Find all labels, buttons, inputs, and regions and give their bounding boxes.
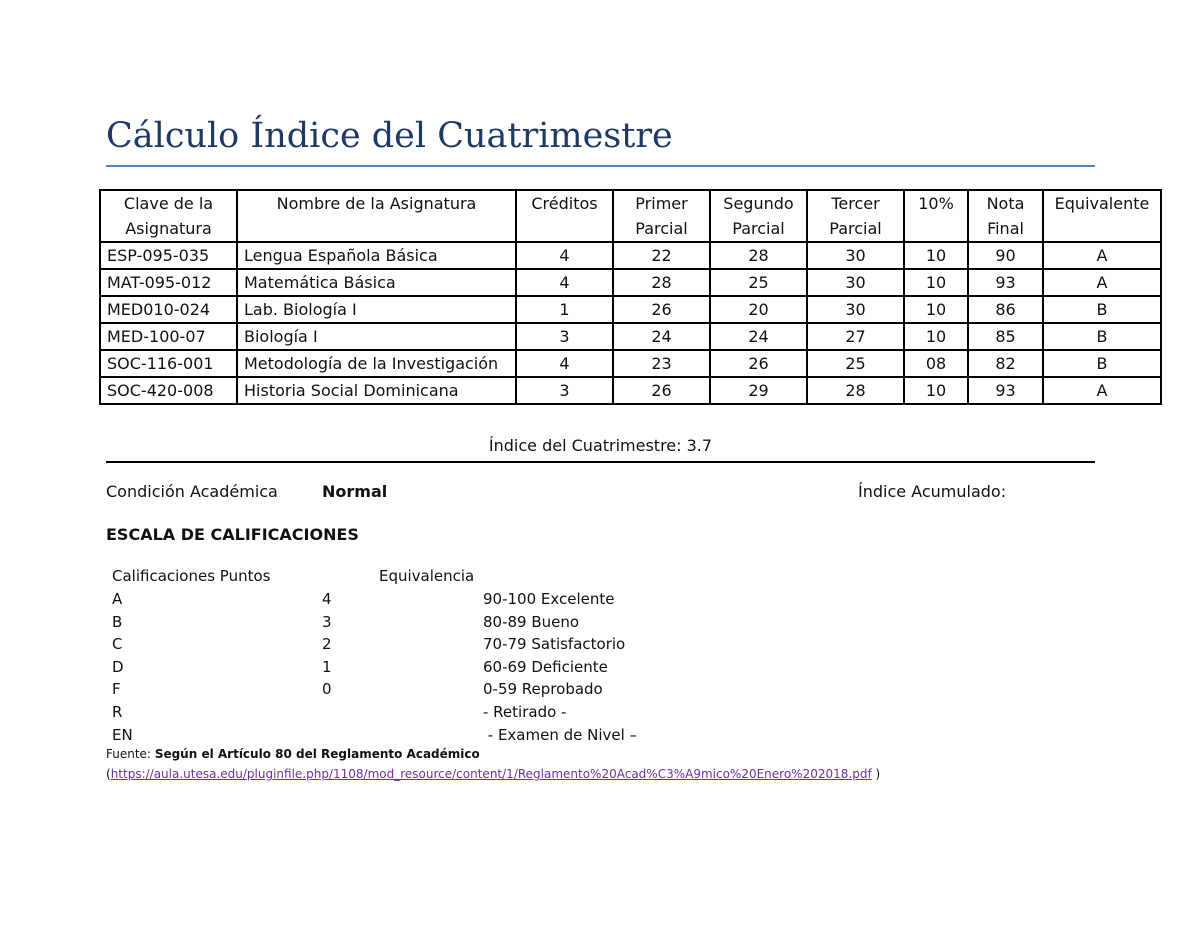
table-cell: MED-100-07 (100, 323, 237, 350)
scale-equiv: 90-100 Excelente (483, 590, 615, 608)
page-title: Cálculo Índice del Cuatrimestre (106, 116, 673, 156)
table-cell: B (1043, 296, 1161, 323)
condicion-label: Condición Académica (106, 482, 278, 501)
table-cell: 30 (807, 242, 904, 269)
table-cell: 25 (807, 350, 904, 377)
table-row (100, 350, 1161, 377)
scale-row (0, 613, 1200, 635)
table-cell: 85 (968, 323, 1043, 350)
scale-points: 4 (322, 590, 332, 608)
scale-row (0, 703, 1200, 725)
title-underline (106, 165, 1095, 167)
scale-row (0, 590, 1200, 612)
source-link-line (106, 767, 880, 781)
table-cell: 10 (904, 296, 968, 323)
table-cell: A (1043, 269, 1161, 296)
table-cell: 10 (904, 242, 968, 269)
column-header: Primer Parcial (613, 190, 710, 242)
table-cell: 28 (710, 242, 807, 269)
scale-equiv: 80-89 Bueno (483, 612, 580, 631)
table-header-row (100, 190, 1161, 242)
table-cell: 10 (904, 377, 968, 404)
scale-points: 1 (322, 657, 332, 676)
table-cell: 27 (807, 323, 904, 350)
table-row (100, 377, 1161, 404)
column-header: Nota Final (968, 190, 1043, 242)
scale-row (0, 658, 1200, 680)
table-cell: 4 (516, 350, 613, 377)
table-cell: ESP-095-035 (100, 242, 237, 269)
scale-points: 2 (322, 635, 332, 654)
table-cell: 24 (710, 323, 807, 350)
scale-row (0, 680, 1200, 702)
close-paren: ) (871, 767, 881, 781)
scale-grade: A (112, 590, 123, 608)
table-cell: 4 (516, 269, 613, 296)
source-text: Según el Artículo 80 del Reglamento Académico (154, 747, 480, 761)
table-cell: 28 (807, 377, 904, 404)
scale-points: 0 (322, 680, 332, 699)
table-cell: Matemática Básica (237, 269, 516, 296)
table-cell: 3 (516, 377, 613, 404)
column-header: Clave de la Asignatura (100, 190, 237, 242)
table-cell: 86 (968, 296, 1043, 323)
source-prefix: Fuente: (106, 747, 151, 761)
scale-equiv: 70-79 Satisfactorio (483, 635, 626, 654)
indice-rule (106, 461, 1095, 463)
scale-equiv: - Retirado - (483, 703, 567, 721)
indice-acumulado-label: Índice Acumulado: (858, 482, 1007, 501)
table-cell: SOC-420-008 (100, 377, 237, 404)
table-cell: Historia Social Dominicana (237, 377, 516, 404)
indice-cuatrimestre: Índice del Cuatrimestre: 3.7 (488, 436, 713, 455)
table-cell: 08 (904, 350, 968, 377)
table-cell: B (1043, 350, 1161, 377)
table-cell: 1 (516, 296, 613, 323)
table-cell: B (1043, 323, 1161, 350)
table-cell: 26 (613, 296, 710, 323)
table-cell: Metodología de la Investigación (237, 350, 516, 377)
scale-grade: F (112, 680, 121, 699)
scale-grade: EN (112, 725, 133, 744)
scale-row (0, 726, 1200, 748)
scale-grade: D (112, 657, 124, 676)
table-cell: 29 (710, 377, 807, 404)
column-header: Equivalente (1043, 190, 1161, 242)
column-header: Tercer Parcial (807, 190, 904, 242)
scale-title: ESCALA DE CALIFICACIONES (106, 525, 359, 544)
scale-row (0, 635, 1200, 657)
column-header: Nombre de la Asignatura (237, 190, 516, 242)
table-body (100, 242, 1161, 404)
table-cell: 82 (968, 350, 1043, 377)
table-cell: 93 (968, 269, 1043, 296)
scale-equiv: - Examen de Nivel – (483, 725, 638, 744)
table-cell: A (1043, 377, 1161, 404)
column-header: Créditos (516, 190, 613, 242)
open-paren: ( (106, 767, 111, 781)
scale-header-left: Calificaciones Puntos (112, 567, 271, 585)
table-row (100, 242, 1161, 269)
scale-header-right: Equivalencia (379, 567, 475, 585)
table-cell: 10 (904, 269, 968, 296)
table-cell: MAT-095-012 (100, 269, 237, 296)
scale-grade: R (112, 703, 123, 721)
table-cell: 90 (968, 242, 1043, 269)
table-cell: 20 (710, 296, 807, 323)
table-cell: 93 (968, 377, 1043, 404)
table-cell: 26 (710, 350, 807, 377)
table-cell: SOC-116-001 (100, 350, 237, 377)
table-cell: Lab. Biología I (237, 296, 516, 323)
table-row (100, 296, 1161, 323)
table-cell: A (1043, 242, 1161, 269)
scale-equiv: 60-69 Deficiente (483, 657, 608, 676)
table-cell: 10 (904, 323, 968, 350)
table-cell: 24 (613, 323, 710, 350)
table-row (100, 269, 1161, 296)
scale-equiv: 0-59 Reprobado (483, 680, 603, 699)
scale-grade: C (112, 635, 123, 654)
table-row (100, 323, 1161, 350)
source-line (106, 747, 480, 761)
table-cell: 22 (613, 242, 710, 269)
table-cell: 30 (807, 296, 904, 323)
column-header: Segundo Parcial (710, 190, 807, 242)
table-cell: 30 (807, 269, 904, 296)
table-cell: 3 (516, 323, 613, 350)
table-cell: 23 (613, 350, 710, 377)
table-cell: 28 (613, 269, 710, 296)
table-cell: 4 (516, 242, 613, 269)
reglamento-link[interactable]: https://aula.utesa.edu/pluginfile.php/1108/mod_resource/content/1/Reglamento%20Acad%C3%A9mico%20Enero%202018.pdf (110, 767, 872, 781)
scale-points: 3 (322, 612, 332, 631)
table-cell: MED010-024 (100, 296, 237, 323)
table-cell: Lengua Española Básica (237, 242, 516, 269)
table-cell: 26 (613, 377, 710, 404)
table-cell: 25 (710, 269, 807, 296)
condicion-value: Normal (322, 482, 388, 501)
column-header: 10% (904, 190, 968, 242)
scale-grade: B (112, 612, 123, 631)
table-cell: Biología I (237, 323, 516, 350)
grades-table (99, 189, 1162, 405)
